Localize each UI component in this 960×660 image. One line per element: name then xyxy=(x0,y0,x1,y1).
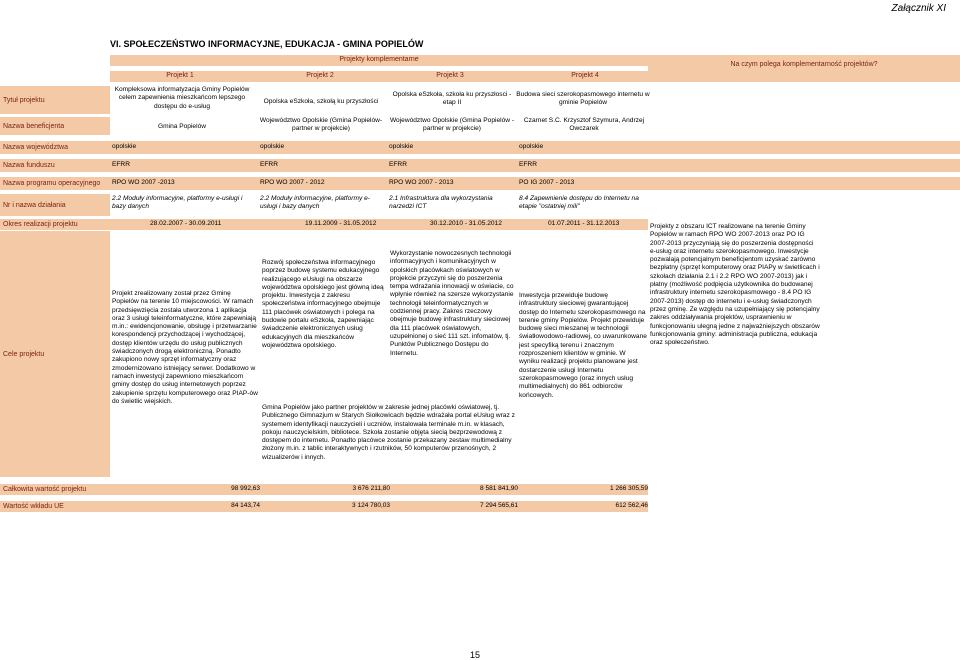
p1-tytul: Kompleksowa informatyzacja Gminy Popielów celem zapewnienia mieszkańcom lepszego dostępu do e-usług xyxy=(114,86,250,110)
p1-wklad: 84 143,74 xyxy=(231,502,260,509)
label-calkowita: Całkowita wartość projektu xyxy=(3,486,87,493)
label-fundusz: Nazwa funduszu xyxy=(3,162,55,169)
p2-okres: 19.11.2009 - 31.05.2012 xyxy=(305,220,377,227)
p3-calkowita: 8 581 841,90 xyxy=(480,485,518,492)
p4-cele: Inwestycja przewiduje budowę infrastruktury sieciowej gwarantującej dostęp do Internetu szerokopasmowego na terenie gminy Popielów. Projekt przewiduje budowę sieci mieszanej w technologii światłowodowo-radiowej, co uwarunkowane jest specyfiką terenu i znacznym rozproszeniem klientów w gminie. W wyniku realizacji projektu planowane jest dostarczenie usługi Internetu szerokopasmowego (oraz innych usług multimedialnych) do 861 odbiorców końcowych. xyxy=(519,292,647,399)
label-cele: Cele projektu xyxy=(0,231,110,477)
p1-fundusz: EFRR xyxy=(112,161,130,168)
label-beneficjent: Nazwa beneficjenta xyxy=(0,117,110,135)
p1-program: RPO WO 2007 -2013 xyxy=(112,179,175,186)
p3-okres: 30.12.2010 - 31.05.2012 xyxy=(430,220,502,227)
p3-fundusz: EFRR xyxy=(389,161,407,168)
p2-wklad: 3 124 780,03 xyxy=(352,502,390,509)
p4-dzialanie: 8.4 Zapewnienie dostępu do Internetu na etapie "ostatniej mili" xyxy=(519,195,639,211)
p1-dzialanie: 2.2 Moduły informacyjne, platformy e-usługi i bazy danych xyxy=(112,195,243,211)
label-okres: Okres realizacji projektu xyxy=(3,221,78,228)
header-project-1: Projekt 1 xyxy=(166,72,194,79)
header-projekty-komplementarne: Projekty komplementarne xyxy=(339,56,419,63)
p2-fundusz: EFRR xyxy=(260,161,278,168)
row-fundusz-band xyxy=(0,159,960,172)
header-band-question xyxy=(648,55,960,82)
p1-calkowita: 98 992,63 xyxy=(231,485,260,492)
p1-okres: 28.02.2007 - 30.09.2011 xyxy=(150,220,222,227)
label-tytul: Tytuł projektu xyxy=(0,86,110,114)
row-wojewodztwo-band xyxy=(0,141,960,154)
p3-cele: Wykorzystanie nowoczesnych technologii informacyjnych i komunikacyjnych w opolskich placówkach oświatowych w projekcie przyczyni się do poszerzenia tempa wdrażania innowacji w oświacie, co wpłynie również na szersze wykorzystanie technologii teleinformatycznych w codziennej pracy. Zakres rzeczowy obejmuje budowę infrastruktury sieciowej dla 111 placówek oświatowych, uzupełnionej o sieć 111 szt. infomatów, tj. Punktów Publicznego Dostępu do Internetu. xyxy=(390,250,514,357)
p2-cele: Rozwój społeczeństwa informacyjnego poprzez budowę systemu edukacyjnego realizującego eUsługi na obszarze województwa opolskiego jest główną ideą projektu. Inwestycja z zakresu społeczeństwa informacyjnego obejmuje 111 placówek oświatowych i polega na budowie portalu eSzkoła, zapewniając świadczenie elektronicznych usług edukacyjnych dla mieszkańców województwa opolskiego. xyxy=(262,259,384,349)
p3-wojewodztwo: opolskie xyxy=(389,143,414,150)
label-dzialanie: Nr i nazwa działania xyxy=(0,194,110,216)
label-program: Nazwa programu operacyjnego xyxy=(3,180,101,187)
complementarity-text: Projekty z obszaru ICT realizowane na terenie Gminy Popielów w ramach RPO WO 2007-2013 oraz PO IG 2007-2013 przyczyniają się do poszerzenia dostępności e-usług oraz internetu szerokopasmowego. Inwestycje pozwalają potencjalnym beneficjentom uzyskać zarówno bezpłatny (sprzęt komputerowy oraz PIAPy w świetlicach i szkołach działania 2.1 i 2.2 RPO WO 2007-2013) jak i płatny (możliwość podpięcia użytkownika do budowanej infrastruktury internetu szerokopasmowego - 8.4 PO IG 2007-2013) dostęp do internetu i e-usług świadczonych przez gminę. Ze względu na uzupełniający się potencjalny zakres oddziaływania projektów, usprawnieniu w funkcjonowaniu ulegną jedne z najważniejszych obszarów funkcjonowania gminy: administracja publiczna, edukacja oraz społeczeństwo. xyxy=(650,223,820,347)
p2-program: RPO WO 2007 - 2012 xyxy=(260,179,325,186)
cele-shared: Gmina Popielów jako partner projektów w zakresie jednej placówki oświatowej, tj. Publicznego Gimnazjum w Starych Siołkowicach będzie wdrażała portal eUsług wraz z systemem identyfikacji nauczycieli i uczniów, instalowała terminale m.in. w klasach, pokoju nauczycielskim, bibliotece. Szkoła zostanie objęta siecią bezprzewodową z dostępem do internetu. Ponadto placówce zostanie przekazany zestaw multimedialny złożony m.in. z tablic interaktywnych i rzutników, 50 komputerów przenośnych, 2 wizualizerów i innych. xyxy=(262,404,515,461)
p2-beneficjent: Województwo Opolskie (Gmina Popielów-partner w projekcie) xyxy=(259,117,383,133)
p3-beneficjent: Województwo Opolskie (Gmina Popielów - partner w projekcie) xyxy=(389,117,515,133)
p4-fundusz: EFRR xyxy=(519,161,537,168)
header-project-2: Projekt 2 xyxy=(306,72,334,79)
p1-wojewodztwo: opolskie xyxy=(112,143,137,150)
p3-program: RPO WO 2007 - 2013 xyxy=(389,179,454,186)
p4-beneficjent: Czarnet S.C. Krzysztof Szymura, Andrzej Owczarek xyxy=(523,117,645,133)
page-number: 15 xyxy=(470,650,481,660)
p3-tytul: Opolska eSzkoła, szkoła ku przyszłosci - etap II xyxy=(392,91,512,107)
page-title: VI. SPOŁECZEŃSTWO INFORMACYJNE, EDUKACJA - GMINA POPIELÓW xyxy=(110,39,424,49)
p4-wklad: 612 562,46 xyxy=(615,502,648,509)
p4-okres: 01.07.2011 - 31.12.2013 xyxy=(548,220,620,227)
p1-beneficjent: Gmina Popielów xyxy=(157,123,206,130)
p3-dzialanie: 2.1 Infrastruktura dla wykorzystania narzedzi ICT xyxy=(389,195,493,211)
header-project-3: Projekt 3 xyxy=(436,72,464,79)
label-wklad: Wartość wkładu UE xyxy=(3,503,64,510)
p2-tytul: Opolska eSzkoła, szkołą ku przyszłości xyxy=(263,98,379,105)
p2-calkowita: 3 676 211,80 xyxy=(352,485,390,492)
page-label: Załącznik XI xyxy=(891,3,946,14)
p4-program: PO IG 2007 - 2013 xyxy=(519,179,575,186)
p1-cele: Projekt zrealizowany został przez Gminę Popielów na terenie 10 miejscowości. W ramach przedsięwzięcia została utworzona 1 aplikacja oraz 3 usługi teleinformatyczne, które zapewniają m.in.: ewidencjonowanie, obsługę i przetwarzanie korespondencji przychodzącej i wychodzącej, dostęp klientów urzędu do usług publicznych świadczonych drogą elektroniczną. Ponadto zakupiono nowy sprzęt informatyczny oraz zmodernizowano istniejący serwer. Dodatkowo w ramach inwestycji zapewniono mieszkańcom gminy dostęp do usług internetowych poprzez zakupienie sprzętu komputerowego oraz PIAP-ów do świetlic wiejskich. xyxy=(112,290,258,405)
header-project-4: Projekt 4 xyxy=(571,72,599,79)
label-wojewodztwo: Nazwa województwa xyxy=(3,144,68,151)
p4-wojewodztwo: opolskie xyxy=(519,143,544,150)
p4-tytul: Budowa sieci szerokopasmowego internetu w gminie Popielów xyxy=(516,91,650,107)
p2-dzialanie: 2.2 Moduły informacyjne, platformy e-usługi i bazy danych xyxy=(260,195,370,211)
p2-wojewodztwo: opolskie xyxy=(260,143,285,150)
header-complementarity-question: Na czym polega komplementarność projektów? xyxy=(730,61,878,68)
p3-wklad: 7 294 565,61 xyxy=(480,502,518,509)
p4-calkowita: 1 266 305,59 xyxy=(610,485,648,492)
